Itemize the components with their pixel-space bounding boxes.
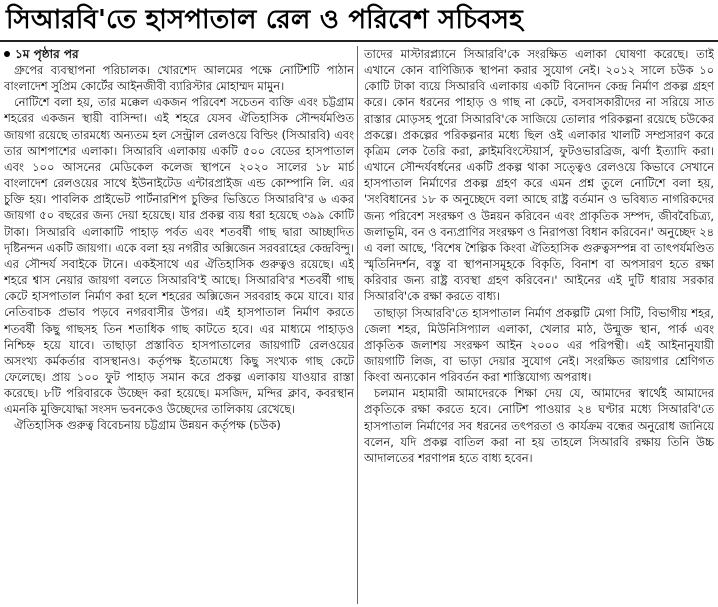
paragraph: তাছাড়া সিআরবি'তে হাসপাতাল নির্মাণ প্রকল্পটি মেগা সিটি, বিভাগীয় শহর, জেলা শহর, মিউনিসিপ্যাল এলাকা, খেলার মাঠ, উন্মুক্ত স্থান, পার্ক এবং প্রাকৃতিক জলাশয় সংরক্ষণ আইন ২০০০ এর পরিপন্থী। এই আইনানুযায়ী জায়গাটি লিজ, বা ভাড়া দেয়ার সুযোগ নেই। সংরক্ষিত জায়গার শ্রেণিগত কিংবা অন্যকোন পরিবর্তন করা শাস্তিযোগ্য অপরাধ। — [364, 305, 714, 385]
continued-from-label — [4, 46, 354, 62]
paragraph: তাদের মাস্টারপ্ল্যানে সিআরবি'কে সংরক্ষিত এলাকা ঘোষণা করেছে। তাই এখানে কোন বাণিজ্যিক স্থাপনা করার সুযোগ নেই। ২০১২ সালে চউক ১০ কোটি টাকা ব্যয়ে সিআরবি এলাকায় একটি বিনোদন কেন্দ্র নির্মাণ প্রকল্প গ্রহণ করে। কোন ধরনের পাহাড় ও গাছ না কেটে, বসবাসকারীদের না সরিয়ে সাত রাস্তার মোড়সহ পুরো সিআরবি'কে সাজিয়ে তোলার পরিকল্পনা রয়েছে চউকের প্রকল্পে। প্রকল্পের পরিকল্পনার মধ্যে ছিল ওই এলাকার খালটি সম্প্রসারণ করে কৃত্রিম লেক তৈরি করা, ক্লাইমবিংস্টেয়ার্স, ফুটওভারব্রিজ, ঝর্ণা ইত্যাদি করা। এখানে সৌন্দর্যবর্ধনের একটি প্রকল্প থাকা সত্ত্বেও রেলওয়ে কিভাবে সেখানে হাসপাতাল নির্মাণের প্রকল্প গ্রহণ করে এমন প্রশ্ন তুলে নোটিশে বলা হয়, 'সংবিধানের ১৮ ক অনুচ্ছেদে বলা আছে রাষ্ট্র বর্তমান ও ভবিষ্যত নাগরিকদের জন্য পরিবেশ সংরক্ষণ ও উন্নয়ন করিবেন এবং প্রাকৃতিক সম্পদ, জীববৈচিত্র্য, জলাভূমি, বন ও বন্যপ্রাণির সংরক্ষণ ও নিরাপত্তা বিধান করিবেন।' অনুচ্ছেদ ২৪ এ বলা আছে, 'বিশেষ শৈল্পিক কিংবা ঐতিহাসিক গুরুত্বসম্পন্ন বা তাৎপর্যমণ্ডিত স্মৃতিনিদর্শন, বস্তু বা স্থাপনাসমূহকে বিকৃতি, বিনাশ বা অপসারণ হতে রক্ষা করিবার জন্য রাষ্ট্র ব্যবস্থা গ্রহণ করিবেন।' আইনের এই দুটি ধারায় সরকার সিআরবি'কে রক্ষা করতে বাধ্য। — [364, 47, 714, 304]
article-body — [0, 46, 718, 604]
column-divider — [357, 46, 358, 604]
paragraph: ঐতিহাসিক গুরুত্ব বিবেচনায় চট্টগ্রাম উন্নয়ন কর্তৃপক্ষ (চউক) — [14, 418, 281, 433]
headline-rule — [0, 40, 718, 42]
continued-from-text: ১ম পৃষ্ঠার পর — [15, 47, 79, 61]
headline-bar — [0, 0, 718, 42]
right-column — [364, 46, 714, 604]
bullet-icon — [4, 51, 10, 57]
left-column — [4, 46, 354, 604]
paragraph: গ্রুপের ব্যবস্থাপনা পরিচালক। খোরশেদ আলমের পক্ষে নোটিশটি পাঠান বাংলাদেশ সুপ্রিম কোর্টের আইনজীবী ব্যারিস্টার মোহাম্মদ মামুন। — [4, 63, 354, 94]
paragraph: চলমান মহামারী আমাদেরকে শিক্ষা দেয় যে, আমাদের স্বার্থেই আমাদের প্রকৃতিকে রক্ষা করতে হবে। নোটিশ পাওয়ার ২৪ ঘণ্টার মধ্যে সিআরবি'তে হাসপাতাল নির্মাণের সব ধরনের তৎপরতা ও কার্যক্রম বন্ধের অনুরোধ জানিয়ে বলেন, যদি প্রকল্প বাতিল করা না হয় তাহলে সিআরবি রক্ষায় তিনি উচ্চ আদালতের শরণাপন্ন হতে বাধ্য হবেন। — [364, 386, 714, 465]
paragraph: নোটিশে বলা হয়, তার মক্কেল একজন পরিবেশ সচেতন ব্যক্তি এবং চট্টগ্রাম শহরের একজন স্থায়ী বাসিন্দা। এই শহরে যেসব ঐতিহাসিক সৌন্দর্যমণ্ডিত জায়গা রয়েছে তারমধ্যে অন্যতম হল সেন্ট্রাল রেলওয়ে বিল্ডিং (সিআরবি) এবং তার আশপাশের এলাকা। সিআরবি এলাকায় একটি ৫০০ বেডের হাসপাতাল এবং ১০০ আসনের মেডিকেল কলেজ স্থাপনে ২০২০ সালের ১৮ মার্চ বাংলাদেশ রেলওয়ের সাথে ইউনাইটেড এন্টারপ্রাইজ এন্ড কোম্পানি লি. এর চুক্তি হয়। পাবলিক প্রাইভেট পার্টনারশিপ চুক্তির ভিত্তিতে সিআরবি'র ৬ একর জায়গা ৫০ বছরের জন্য দেয়া হয়েছে। যার প্রকল্প ব্যয় ধরা হয়েছে ৩৯৯ কোটি টাকা। সিআরবি এলাকাটি পাহাড় পর্বত এবং শতবর্ষী গাছ দ্বারা আচ্ছাদিত দৃষ্টিনন্দন একটি জায়গা। একে বলা হয় নগরীর অক্সিজেন সরবরাহের কেন্দ্রবিন্দু। এর সৌন্দর্য সবাইকে টানে। একইসাথে এর ঐতিহাসিক গুরুত্বও রয়েছে। এই শহরে শ্বাস নেয়ার জায়গা বলতে সিআরবি'ই আছে। সিআরবি'র শতবর্ষী গাছ কেটে হাসপাতাল নির্মাণ করা হলে শহরের অক্সিজেন সরবরাহ কমে যাবে। যার নেতিবাচক প্রভাব পড়বে নগরবাসীর উপর। এই হাসপাতাল নির্মাণ করতে শতবর্ষী কিছু গাছসহ তিন শতাধিক গাছ কাটতে হবে। এর মাধ্যমে পাহাড়ও নিশ্চিহ্ন হয়ে যাবে। তাছাড়া প্রস্তাবিত হাসপাতালের জায়গাটি রেলওয়ের অসংখ্য কর্মকর্তার বাসস্থানও। কর্তৃপক্ষ ইতোমধ্যে কিছু সংখ্যক গাছ কেটে ফেলেছে। প্রায় ১০০ ফুট পাহাড় সমান করে প্রকল্প এলাকায় যাওয়ার রাস্তা করেছে। ৮টি পরিবারকে উচ্ছেদ করা হয়েছে। মসজিদ, মন্দির ক্লাব, কবরস্থান এমনকি মুক্তিযোদ্ধা সংসদ ভবনকেও উচ্ছেদের তালিকায় রেখেছে। — [4, 95, 354, 417]
headline: সিআরবি'তে হাসপাতাল রেল ও পরিবেশ সচিবসহ — [6, 5, 524, 35]
